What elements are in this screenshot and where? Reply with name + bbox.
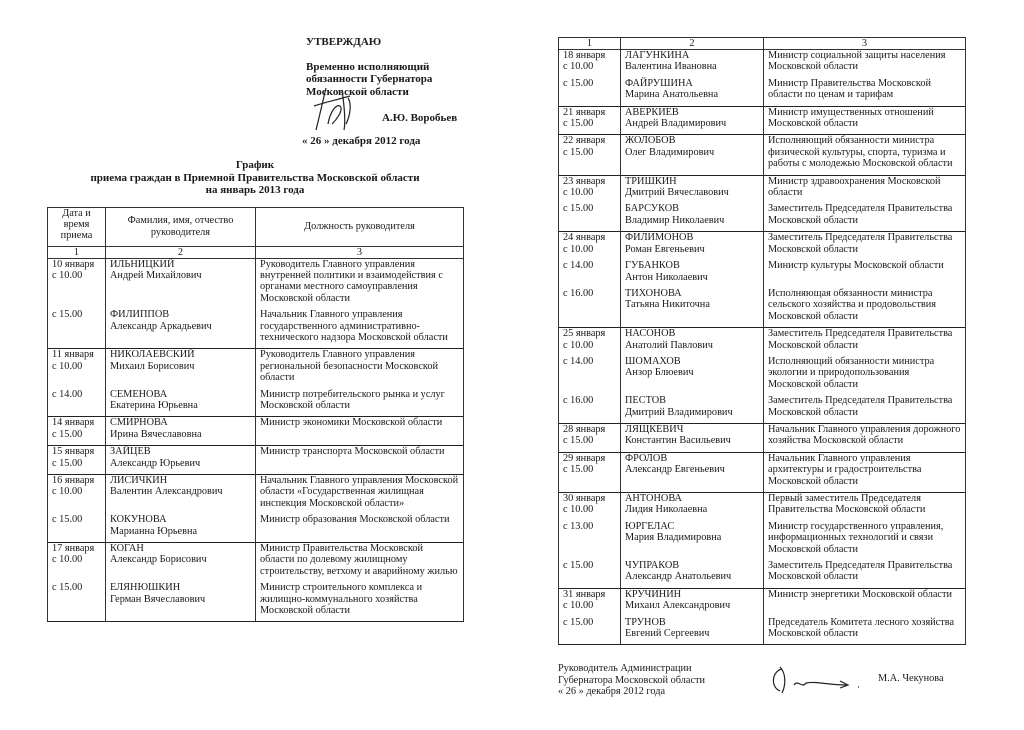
position-cell: Министр имущественных отношений Московской области (764, 106, 966, 135)
name: Марианна Юрьевна (110, 525, 198, 537)
surname: БАРСУКОВ (625, 203, 680, 215)
document-title (47, 159, 463, 197)
surname: ЛАГУНКИНА (625, 50, 690, 61)
date-time-cell (559, 493, 621, 521)
position-cell: Заместитель Председателя Правительства Московской области (764, 232, 966, 260)
table-row (48, 543, 464, 583)
date-time-cell (559, 423, 621, 452)
name: Михаил Борисович (110, 360, 195, 372)
time: с 10.00 (563, 187, 594, 199)
table-row (48, 582, 464, 622)
date-time-cell (48, 514, 106, 542)
surname: ШОМАХОВ (625, 355, 681, 367)
name: Валентина Ивановна (625, 61, 717, 73)
name-cell (621, 356, 764, 395)
position-cell: Начальник Главного управления Московской области «Государственная жилищная инспекция Московской области» (256, 475, 464, 515)
name-cell (621, 135, 764, 175)
table-row (559, 588, 966, 616)
footer-line: Руководитель Администрации (558, 663, 692, 675)
time: с 10.00 (563, 243, 594, 255)
surname: КРУЧИНИН (625, 588, 682, 600)
surname: ФРОЛОВ (625, 452, 668, 464)
title-line: на январь 2013 года (205, 184, 305, 196)
col-number: 3 (764, 38, 966, 50)
position-cell: Министр Правительства Московской области по ценам и тарифам (764, 78, 966, 106)
surname: ЛЯЩКЕВИЧ (625, 423, 684, 435)
position-cell: Министр строительного комплекса и жилищно-коммунального хозяйства Московской области (256, 582, 464, 622)
name-cell (106, 258, 256, 309)
name-cell (621, 106, 764, 135)
time: с 15.00 (52, 309, 83, 321)
col-header-name: Фамилия, имя, отчество руководителя (106, 207, 256, 246)
position-cell: Заместитель Председателя Правительства Московской области (764, 203, 966, 231)
surname: КОГАН (110, 543, 144, 555)
position-cell: Начальник Главного управления государственного административно-технического надзора Московской области (256, 309, 464, 349)
name: Ирина Вячеславовна (110, 428, 202, 440)
position-cell: Министр социальной защиты населения Московской области (764, 50, 966, 78)
date-time-cell (559, 328, 621, 356)
approval-line: Временно исполняющий (306, 60, 430, 73)
name: Дмитрий Владимирович (625, 406, 733, 418)
time: с 15.00 (563, 146, 594, 158)
schedule-table-left (47, 207, 464, 623)
name: Анзор Блюевич (625, 367, 694, 379)
position-cell: Исполняющий обязанности министра физической культуры, спорта, туризма и работы с молодежью Московской области (764, 135, 966, 175)
surname: ЧУПРАКОВ (625, 560, 680, 572)
table-row (48, 309, 464, 349)
date: 31 января (563, 588, 606, 600)
position-cell: Руководитель Главного управления региональной безопасности Московской области (256, 349, 464, 389)
surname: ГУБАНКОВ (625, 260, 680, 272)
date-time-cell (559, 452, 621, 492)
surname: ФАЙРУШИНА (625, 77, 693, 89)
name-cell (621, 328, 764, 356)
name-cell (621, 423, 764, 452)
date-time-cell (559, 395, 621, 423)
time: с 15.00 (52, 428, 83, 440)
date: 21 января (563, 106, 606, 118)
position-cell: Заместитель Председателя Правительства Московской области (764, 328, 966, 356)
date: 28 января (563, 423, 606, 435)
footer-line: Губернатора Московской области (558, 674, 706, 686)
date: 30 января (563, 493, 606, 504)
table-row (559, 175, 966, 203)
date: 14 января (52, 417, 95, 429)
surname: ТИХОНОВА (625, 287, 682, 299)
date-time-cell (559, 356, 621, 395)
title-line: График (235, 159, 275, 171)
table-row (48, 349, 464, 389)
col-number: 2 (106, 246, 256, 258)
position-cell: Заместитель Председателя Правительства Московской области (764, 560, 966, 588)
table-row (559, 135, 966, 175)
position-cell: Заместитель Председателя Правительства Московской области (764, 395, 966, 423)
name-cell (106, 417, 256, 446)
name-cell (106, 475, 256, 515)
table-row (48, 446, 464, 475)
left-page (47, 36, 463, 622)
position-cell: Министр энергетики Московской области (764, 588, 966, 616)
name: Владимир Николаевич (625, 214, 725, 226)
name: Михаил Александрович (625, 600, 731, 612)
name-cell (106, 389, 256, 417)
name-cell (621, 203, 764, 231)
date: 24 января (563, 232, 606, 244)
name-cell (621, 50, 764, 78)
table-row (559, 356, 966, 395)
surname: ЛИСИЧКИН (110, 475, 168, 486)
name: Герман Вячеславович (110, 593, 206, 605)
surname: ЕЛЯНЮШКИН (110, 582, 181, 594)
position-cell: Начальник Главного управления архитектуры и градостроительства Московской области (764, 452, 966, 492)
table-row (559, 50, 966, 78)
name-cell (106, 309, 256, 349)
table-row (559, 260, 966, 288)
time: с 15.00 (563, 616, 594, 628)
table-row (559, 78, 966, 106)
surname: ЮРГЕЛАС (625, 520, 675, 532)
title-line: приема граждан в Приемной Правительства Московской области (90, 171, 420, 184)
name: Александр Борисович (110, 554, 207, 566)
col-header-position: Должность руководителя (256, 207, 464, 246)
surname: ЗАЙЦЕВ (110, 446, 151, 458)
position-cell: Министр потребительского рынка и услуг Московской области (256, 389, 464, 417)
approval-block (302, 36, 463, 147)
name-cell (106, 582, 256, 622)
date-time-cell (559, 78, 621, 106)
approval-line: обязанности Губернатора (306, 73, 433, 85)
footer-signatory: М.А. Чекунова (878, 673, 944, 685)
name-cell (621, 288, 764, 328)
date-time-cell (48, 582, 106, 622)
name-cell (621, 260, 764, 288)
table-row (559, 232, 966, 260)
date: 23 января (563, 175, 606, 187)
date-time-cell (559, 588, 621, 616)
time: с 15.00 (52, 514, 83, 526)
date-time-cell (559, 288, 621, 328)
name: Мария Владимировна (625, 532, 722, 544)
schedule-table-right (558, 37, 966, 645)
surname: ИЛЬНИЦКИЙ (110, 258, 175, 270)
signature-icon (768, 663, 878, 697)
name: Лидия Николаевна (625, 504, 708, 516)
position-cell: Министр транспорта Московской области (256, 446, 464, 475)
time: с 15.00 (563, 203, 594, 215)
table-row (559, 423, 966, 452)
date: 11 января (52, 349, 94, 361)
surname: АНТОНОВА (625, 493, 682, 504)
date: 25 января (563, 328, 606, 340)
date-time-cell (559, 203, 621, 231)
surname: СЕМЕНОВА (110, 388, 168, 400)
col-header-date: Дата и время приема (48, 207, 106, 246)
name: Валентин Александрович (110, 486, 223, 498)
position-cell: Министр образования Московской области (256, 514, 464, 542)
date-time-cell (559, 521, 621, 560)
name: Константин Васильевич (625, 435, 731, 447)
date: 18 января (563, 50, 606, 61)
time: с 10.00 (52, 486, 83, 498)
position-cell: Руководитель Главного управления внутренней политики и взаимодействия с органами местного самоуправления Московской области (256, 258, 464, 309)
date-time-cell (559, 260, 621, 288)
approval-heading: УТВЕРЖДАЮ (306, 36, 382, 48)
name-cell (106, 543, 256, 583)
table-row (48, 475, 464, 515)
time: с 14.00 (563, 260, 594, 272)
position-cell: Первый заместитель Председателя Правительства Московской области (764, 493, 966, 521)
table-row (48, 389, 464, 417)
name-cell (621, 232, 764, 260)
position-cell: Министр экономики Московской области (256, 417, 464, 446)
name: Андрей Михайлович (110, 269, 202, 281)
name: Евгений Сергеевич (625, 628, 710, 640)
date-time-cell (48, 446, 106, 475)
name-cell (106, 446, 256, 475)
footer-date: « 26 » декабря 2012 года (558, 686, 666, 698)
name: Роман Евгеньевич (625, 243, 705, 255)
name: Андрей Владимирович (625, 118, 727, 130)
table-row (559, 395, 966, 423)
date-time-cell (559, 617, 621, 645)
name-cell (621, 588, 764, 616)
name-cell (621, 493, 764, 521)
position-cell: Председатель Комитета лесного хозяйства Московской области (764, 617, 966, 645)
date-time-cell (559, 106, 621, 135)
time: с 16.00 (563, 395, 594, 407)
name-cell (621, 395, 764, 423)
date-time-cell (48, 309, 106, 349)
table-row (48, 514, 464, 542)
approval-signatory: А.Ю. Воробьев (382, 112, 458, 124)
date-time-cell (48, 475, 106, 515)
name: Александр Юрьевич (110, 457, 201, 469)
col-number: 2 (621, 38, 764, 50)
surname: ПЕСТОВ (625, 395, 667, 407)
time: с 16.00 (563, 287, 594, 299)
name: Татьяна Никиточна (625, 299, 710, 311)
name: Олег Владимирович (625, 146, 715, 158)
surname: ФИЛИМОНОВ (625, 232, 694, 244)
time: с 10.00 (563, 339, 594, 351)
name: Дмитрий Вячеславович (625, 187, 729, 199)
time: с 14.00 (563, 355, 594, 367)
date-time-cell (559, 50, 621, 78)
surname: ТРИШКИН (625, 175, 677, 187)
surname: НИКОЛАЕВСКИЙ (110, 349, 195, 361)
date-time-cell (48, 349, 106, 389)
date-time-cell (559, 560, 621, 588)
name-cell (621, 560, 764, 588)
table-row (559, 560, 966, 588)
col-number: 1 (559, 38, 621, 50)
surname: НАСОНОВ (625, 328, 676, 340)
name-cell (621, 617, 764, 645)
position-cell: Министр Правительства Московской области по долевому жилищному строительству, ветхому и аварийному жилью (256, 543, 464, 583)
name-cell (621, 78, 764, 106)
time: с 15.00 (563, 435, 594, 447)
position-cell: Исполняющий обязанности министра экологии и природопользования Московской области (764, 356, 966, 395)
date-time-cell (559, 135, 621, 175)
time: с 15.00 (52, 457, 83, 469)
surname: ФИЛИППОВ (110, 309, 170, 321)
table-row (559, 521, 966, 560)
name-cell (106, 514, 256, 542)
date-time-cell (48, 417, 106, 446)
surname: ЖОЛОБОВ (625, 135, 676, 147)
time: с 15.00 (563, 118, 594, 130)
name-cell (106, 349, 256, 389)
position-cell: Министр культуры Московской области (764, 260, 966, 288)
table-row (559, 617, 966, 645)
time: с 10.00 (563, 504, 594, 516)
name: Антон Николаевич (625, 271, 708, 283)
surname: СМИРНОВА (110, 417, 168, 429)
time: с 14.00 (52, 388, 83, 400)
table-row (559, 106, 966, 135)
date-time-cell (559, 232, 621, 260)
surname: КОКУНОВА (110, 514, 167, 526)
approval-date: « 26 » декабря 2012 года (302, 134, 421, 147)
date-time-cell (48, 258, 106, 309)
time: с 15.00 (52, 582, 83, 594)
position-cell: Министр здравоохранения Московской области (764, 175, 966, 203)
table-row (48, 417, 464, 446)
surname: АВЕРКИЕВ (625, 106, 679, 118)
time: с 10.00 (563, 61, 594, 73)
time: с 15.00 (563, 77, 594, 89)
date-time-cell (48, 389, 106, 417)
date: 16 января (52, 475, 95, 486)
time: с 10.00 (52, 269, 83, 281)
table-row (559, 288, 966, 328)
table-row (559, 328, 966, 356)
col-number: 3 (256, 246, 464, 258)
date: 17 января (52, 543, 95, 555)
right-page (558, 37, 965, 698)
col-number: 1 (48, 246, 106, 258)
position-cell: Министр государственного управления, информационных технологий и связи Московской области (764, 521, 966, 560)
time: с 15.00 (563, 560, 594, 572)
date-time-cell (559, 175, 621, 203)
name: Александр Анатольевич (625, 571, 732, 583)
time: с 13.00 (563, 520, 594, 532)
name-cell (621, 521, 764, 560)
name: Александр Аркадьевич (110, 320, 212, 332)
surname: ТРУНОВ (625, 616, 666, 628)
approval-line: Московской области (306, 85, 409, 98)
name-cell (621, 175, 764, 203)
date-time-cell (48, 543, 106, 583)
time: с 15.00 (563, 464, 594, 476)
name: Марина Анатольевна (625, 89, 719, 101)
table-row (48, 258, 464, 309)
name-cell (621, 452, 764, 492)
time: с 10.00 (52, 554, 83, 566)
date: 15 января (52, 446, 95, 458)
date: 22 января (563, 135, 606, 147)
date: 10 января (52, 258, 95, 270)
table-row (559, 203, 966, 231)
time: с 10.00 (52, 360, 83, 372)
signature-icon (306, 84, 356, 134)
date: 29 января (563, 452, 606, 464)
position-cell: Начальник Главного управления дорожного хозяйства Московской области (764, 423, 966, 452)
table-row (559, 452, 966, 492)
name: Екатерина Юрьевна (110, 399, 198, 411)
table-row (559, 493, 966, 521)
name: Анатолий Павлович (625, 339, 713, 351)
time: с 10.00 (563, 600, 594, 612)
footer-block (558, 663, 768, 698)
footer-row (558, 663, 965, 698)
position-cell: Исполняющая обязанности министра сельского хозяйства и продовольствия Московской области (764, 288, 966, 328)
name: Александр Евгеньевич (625, 464, 725, 476)
